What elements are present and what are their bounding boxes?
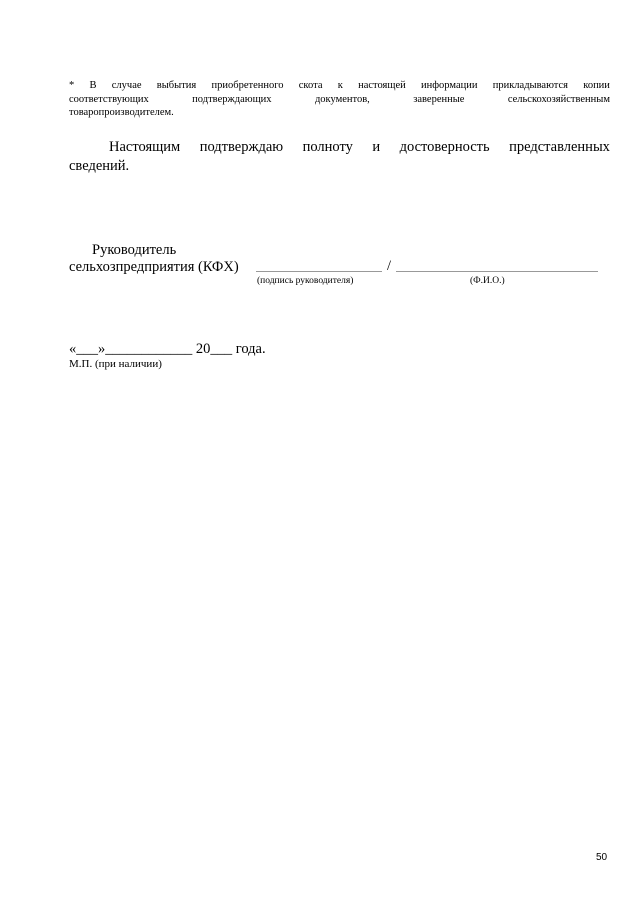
confirmation-word: подтверждаю	[199, 139, 284, 155]
footnote-word: сельскохозяйственным	[507, 93, 610, 105]
footnote-word: к	[337, 80, 343, 91]
footnote-word: *	[69, 80, 75, 91]
footnote-word: документов,	[314, 93, 370, 105]
organization-label: сельхозпредприятия (КФХ)	[69, 259, 239, 275]
confirmation-word: полноту	[302, 139, 353, 155]
footnote	[69, 79, 610, 120]
confirmation-line-1	[69, 138, 610, 157]
footnote-word: прикладываются	[492, 80, 568, 91]
confirmation-word: достоверность	[399, 139, 490, 155]
confirmation-word: и	[372, 139, 381, 155]
signature-line	[256, 271, 382, 272]
confirmation-word: Настоящим	[109, 139, 181, 155]
confirmation-word: представленных	[509, 139, 610, 155]
signature-separator: /	[387, 258, 392, 274]
full-name-caption: (Ф.И.О.)	[470, 276, 505, 286]
confirmation-line-2: сведений.	[69, 158, 130, 174]
footnote-word: приобретенного	[211, 80, 284, 91]
footnote-word: подтверждающих	[192, 93, 272, 105]
footnote-line-2	[69, 93, 610, 107]
signature-caption: (подпись руководителя)	[257, 276, 354, 286]
footnote-word: выбытия	[156, 80, 197, 91]
confirmation-paragraph	[69, 138, 610, 176]
date-line: «___»____________ 20___ года.	[69, 341, 266, 357]
head-label: Руководитель	[92, 242, 177, 258]
footnote-word: настоящей	[358, 80, 406, 91]
footnote-line-1	[69, 79, 610, 93]
full-name-line	[396, 271, 598, 272]
footnote-word: копии	[583, 80, 610, 91]
footnote-word: В	[89, 80, 97, 91]
page-number: 50	[596, 852, 608, 863]
seal-note: М.П. (при наличии)	[69, 358, 162, 370]
footnote-word: информации	[420, 80, 478, 91]
footnote-word: заверенные	[413, 93, 465, 105]
footnote-word: соответствующих	[69, 93, 149, 105]
footnote-word: скота	[298, 80, 323, 91]
footnote-line-3: товаропроизводителем.	[69, 107, 174, 118]
footnote-word: случае	[111, 80, 142, 91]
